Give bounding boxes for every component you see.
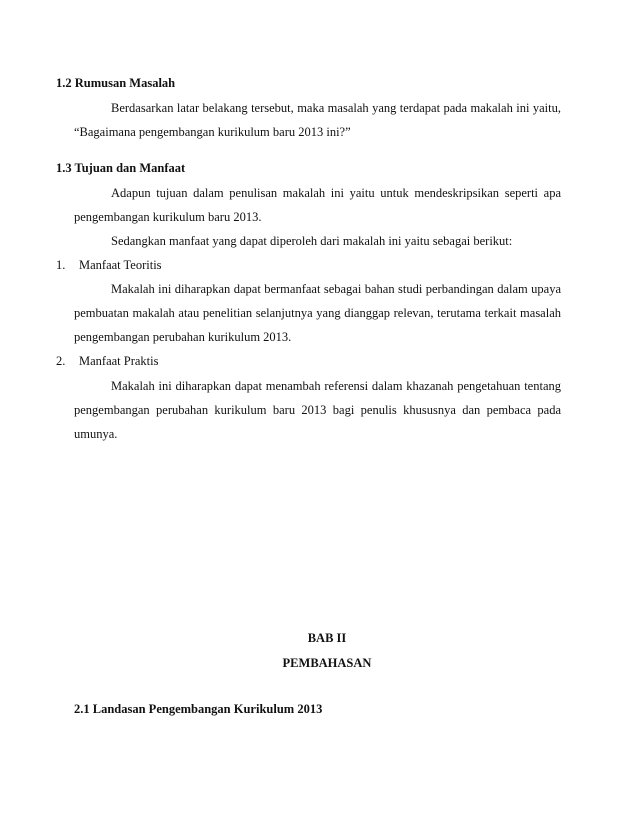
paragraph-line: pengembangan perubahan kurikulum 2013.	[74, 330, 292, 344]
list-item-title: Manfaat Teoritis	[79, 258, 162, 272]
list-number: 2.	[56, 354, 66, 368]
paragraph-line: “Bagaimana pengembangan kurikulum baru 2013 ini?”	[74, 125, 351, 139]
list-number: 1.	[56, 258, 66, 272]
section-heading-1-3: 1.3 Tujuan dan Manfaat	[56, 161, 186, 175]
paragraph-line: pengembangan perubahan kurikulum baru 2013 bagi penulis khususnya dan pembaca pada	[74, 403, 561, 417]
list-item-title: Manfaat Praktis	[79, 354, 159, 368]
section-heading-1-2: 1.2 Rumusan Masalah	[56, 76, 176, 90]
paragraph-line: pembuatan makalah atau penelitian selanjutnya yang dianggap relevan, terutama terkait masalah	[74, 306, 561, 320]
section-heading-2-1: 2.1 Landasan Pengembangan Kurikulum 2013	[74, 702, 323, 716]
chapter-title: PEMBAHASAN	[282, 656, 372, 670]
paragraph-line: Sedangkan manfaat yang dapat diperoleh dari makalah ini yaitu sebagai berikut:	[111, 234, 513, 248]
paragraph-line: Berdasarkan latar belakang tersebut, maka masalah yang terdapat pada makalah ini yaitu,	[111, 101, 561, 115]
paragraph-line: Makalah ini diharapkan dapat bermanfaat sebagai bahan studi perbandingan dalam upaya	[111, 282, 561, 296]
paragraph-line: umunya.	[74, 427, 118, 441]
paragraph-line: Makalah ini diharapkan dapat menambah referensi dalam khazanah pengetahuan tentang	[111, 379, 561, 393]
paragraph-line: pengembangan kurikulum baru 2013.	[74, 210, 262, 224]
chapter-number: BAB II	[307, 631, 347, 645]
paragraph-line: Adapun tujuan dalam penulisan makalah ini yaitu untuk mendeskripsikan seperti apa	[111, 186, 561, 200]
